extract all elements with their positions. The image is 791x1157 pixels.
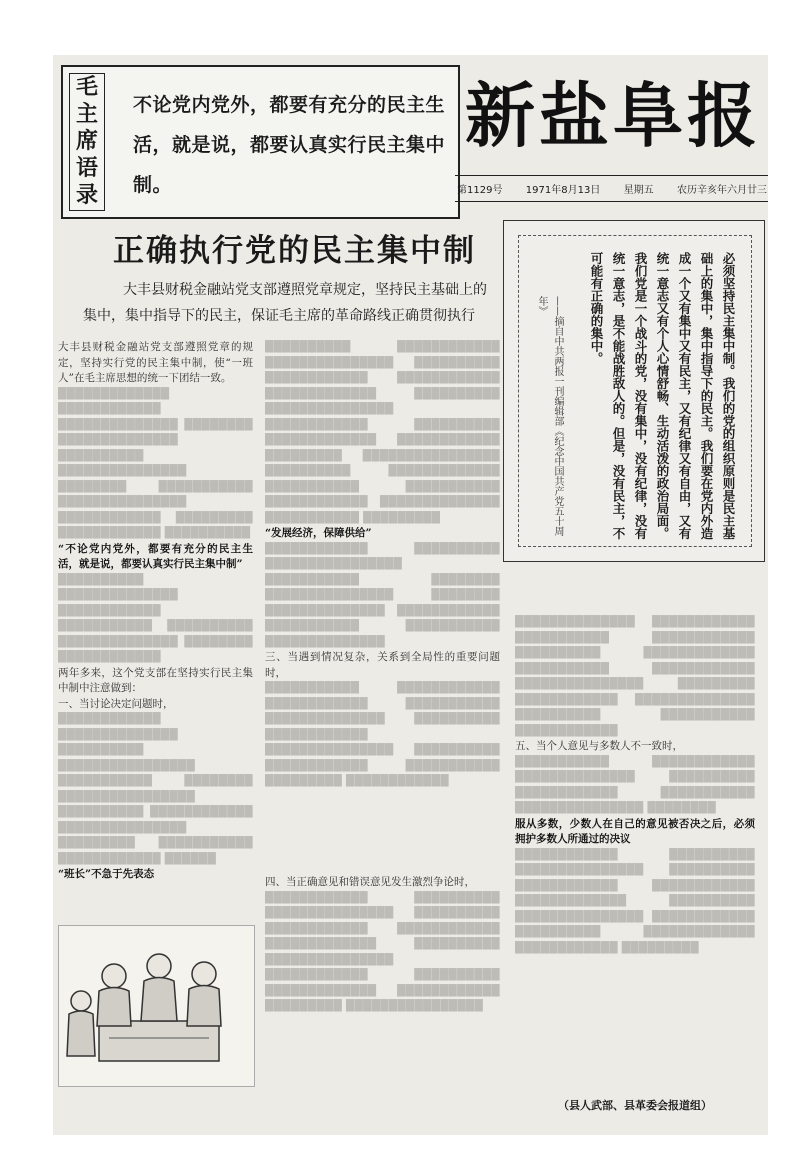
quote-label-char: 主 [75,101,98,127]
issue-number: 第1129号 [457,185,503,196]
article-bold-phrase: “发展经济，保障供给” [265,527,372,539]
article-section: 三、当遇到情况复杂，关系到全局性的重要问题时， [265,651,500,679]
article-section: 一、当讨论决定问题时， [58,697,174,710]
text-filler: ████████████ ██████████ ███████████████ ██████████ ████████████ ████████████ █████████████ ██████████ ███████████████ ████████████ ██████████ █████████████ ████████████ █████████ [515,848,755,954]
text-filler: ███████████ ████████████ ████████████ ███████████ ██████████████ ██████████ ████████████ ███████████████ ██████████ ████████████ ███████████ █████████ ████████████ [265,682,500,787]
text-filler: ██████████ ████████████ ███████████████ ██████████ ████████████ ████████████ █████████████ ██████████ ███████████████ ████████████ ██████████ █████████████ ████████████ █████████ ████████████████ ██████████ █████████████ ███████████ ███████████ ████████████ ██████████████ ███████████ █████████ [265,341,500,524]
article-section: 四、当正确意见和错误意见发生激烈争论时， [265,876,475,888]
text-filler: ████████████ ██████████ ████████████████ ███████████ ████████ ███████████████ ████████ ██████████████ ████████████ ███████████ ███████████ ██████████████ [265,542,500,648]
article-bold-quote: “不论党内党外，都要有充分的民主生活，就是说，都要认真实行民主集中制” [58,542,253,570]
article-section: 五、当个人意见与多数人不一致时， [515,740,683,752]
article-column [265,340,500,870]
illustration [58,925,255,1087]
sidebar-quote-box [503,220,765,562]
quote-label-char: 录 [75,183,98,209]
illustration-drawing [59,926,254,1086]
quote-label-char: 席 [75,128,98,154]
quote-label-char: 毛 [75,74,98,100]
sidebar-quote-source: ——摘自中共两报一刊编辑部《纪念中国共产党五十周年》 [536,296,563,536]
quote-label [69,73,105,211]
issue-line [455,175,768,202]
issue-weekday: 星期五 [623,185,654,196]
quote-label-char: 语 [75,156,98,182]
text-filler: ██████████████ ████████████ ███████████ ████████████ ██████████ █████████████ ███████████ ████████████ ███████████████ █████████ ████████████ ██████████████ ██████████ ███████████ ████████████ [515,616,755,737]
newspaper-page [53,55,768,1135]
article-bold-phrase: “班长”不急于先表态 [58,868,155,880]
quote-text: 不论党内党外，都要有充分的民主生活，就是说，都要认真实行民主集中制。 [133,94,446,196]
article-column [265,875,500,1095]
masthead-title: 新盐阜报 [465,75,761,157]
article-column [515,615,755,1065]
sidebar-frame [518,235,752,547]
sidebar-quote-text: 必须坚持民主集中制。我们的党的组织原则是民主基础上的集中，集中指导下的民主。我们要在党内外造成一个又有集中又有民主，又有纪律又有自由，又有统一意志又有个人心情舒畅、生动活泼的政治局面。我们党是一个战斗的党，没有集中，没有纪律，没有统一意志，是不能战胜敌人的。但是，没有民主，不可能有正确的集中。 [589,252,736,540]
issue-date: 1971年8月13日 [525,185,601,196]
text-filler: ██████████ ██████████████ ████████████ ███████████ ██████████ ██████████████ ████████ ████████████ [58,573,253,663]
article-headline: 正确执行党的民主集中制 [113,233,476,269]
text-filler: ███████████ ████████████ ██████████████ ██████████ ████████████ ███████████ ███████████████ ████████ [515,755,755,814]
text-filler: █████████████ ████████████ ██████████████ ████████ ██████████████ ██████████ ███████████████ ████████ ███████████ ███████████████ ████████████ █████████ ████████████ ██████████ [58,387,253,539]
article-column [58,340,253,905]
article-byline: （县人武部、县革委会报道组） [558,1099,712,1112]
text-filler: ████████████ ██████████ ███████████████ ██████████ ████████████ ████████████ █████████████ ██████████ ███████████████ ████████████ ██████████ █████████████ ████████████ █████████ ████████████████ [265,891,500,1012]
article-paragraph: 大丰县财税金融站党支部遵照党章的规定，坚持实行党的民主集中制，使“一班人”在毛主席思想的统一下团结一致。 [58,341,253,384]
article-bold-quote: 服从多数，少数人在自己的意见被否决之后，必须拥护多数人所通过的决议 [515,817,755,845]
subhead-line: 大丰县财税金融站党支部遵照党章规定，坚持民主基础上的 [123,282,487,298]
mao-quote-box [61,65,460,219]
issue-lunar-date: 农历辛亥年六月廿三 [676,185,767,196]
article-subhead [83,277,523,329]
text-filler: ████████████ ██████████████ ██████████ ████████████████ ███████████ ████████ ████████████████ ██████████ ████████████ ███████████████ █████████ ███████████ ████████████ ██████ [58,713,253,865]
article-paragraph: 两年多来，这个党支部在坚持实行民主集中制中注意做到： [58,666,253,694]
subhead-line: 集中，集中指导下的民主，保证毛主席的革命路线正确贯彻执行 [83,308,475,324]
